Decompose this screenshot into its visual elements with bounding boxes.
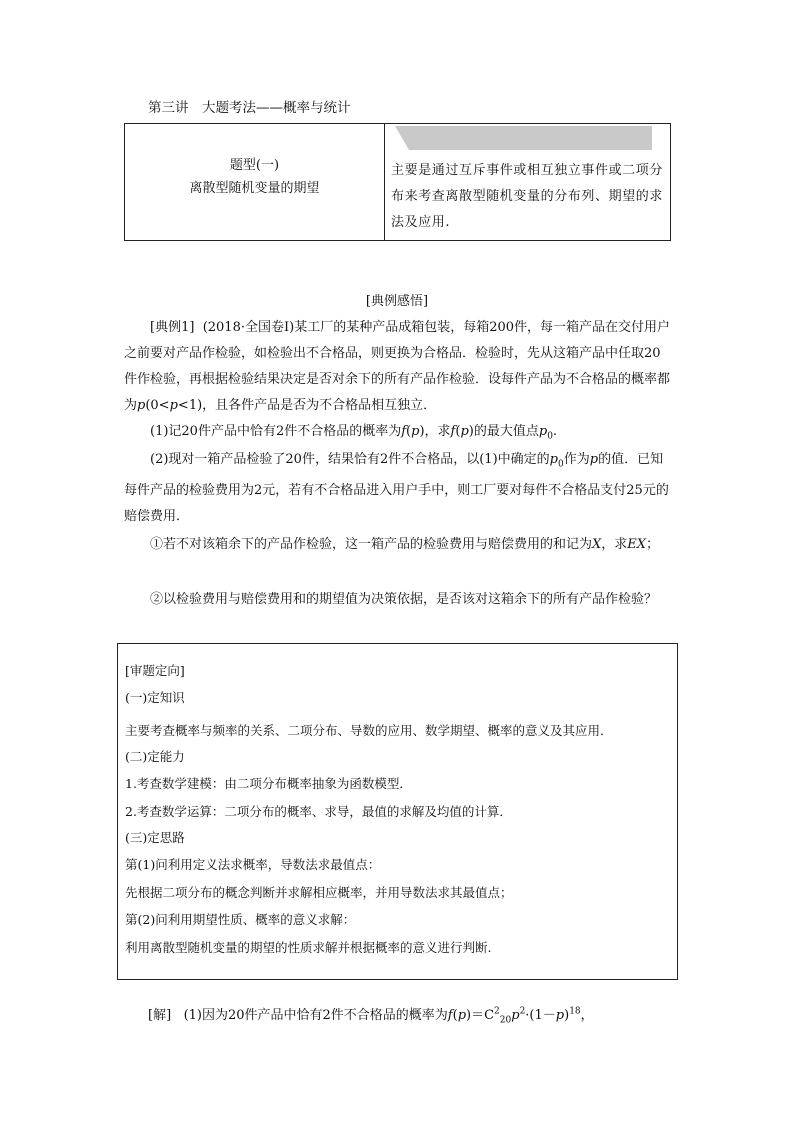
analysis-section-3-q2: 第(2)问利用期望性质、概率的意义求解： bbox=[125, 912, 356, 927]
topic-divider bbox=[384, 124, 385, 240]
analysis-section-2-item-1: 1.考查数学建模：由二项分布概率抽象为函数模型． bbox=[125, 776, 412, 791]
topic-box bbox=[124, 123, 671, 241]
lecture-title: 第三讲 大题考法——概率与统计 bbox=[148, 100, 351, 116]
analysis-section-1-text: 主要考查概率与频率的关系、二项分布、导数的应用、数学期望、概率的意义及其应用． bbox=[125, 723, 613, 738]
analysis-box bbox=[117, 643, 678, 980]
example-intro-text: 某工厂的某种产品成箱包装，每箱200件，每一箱产品在交付用户之前要对产品作检验，如检验出不合格品，则更换为合格品．检验时，先从这箱产品中任取20件作检验，再根据检验结果决定是否对余下的所有产品作检验．设每件产品为不合格品的概率都为 bbox=[124, 320, 671, 413]
analysis-section-3-title: (三)定思路 bbox=[125, 830, 185, 845]
example-intro: [典例1] (2018·全国卷Ⅰ)某工厂的某种产品成箱包装，每箱200件，每一箱产品在交付用户之前要对产品作检验，如检验出不合格品，则更换为合格品．检验时，先从这箱产品中任取20件作检验，再根据检验结果决定是否对余下的所有产品作检验．设每件产品为不合格品的概率都为p(0<p<1)，且各件产品是否为不合格品相互独立． bbox=[124, 320, 671, 413]
solution-text: (1)因为20件产品中恰有2件不合格品的概率为 bbox=[183, 1008, 448, 1023]
solution-line: [解] (1)因为20件产品中恰有2件不合格品的概率为$f(p)=C^2_{20}p^2\cdot(1-p)^{18}$， bbox=[148, 1006, 594, 1026]
example-source: (2018·全国卷Ⅰ) bbox=[202, 320, 295, 335]
analysis-section-3-q2-text: 利用离散型随机变量的期望的性质求解并根据概率的意义进行判断. bbox=[125, 940, 492, 955]
example-label: [典例1] bbox=[150, 320, 195, 335]
analysis-section-2-title: (二)定能力 bbox=[125, 749, 185, 764]
question-2-part-2: ②以检验费用与赔偿费用和的期望值为决策依据，是否该对这箱余下的所有产品作检验？ bbox=[150, 592, 658, 607]
question-1: (1)记20件产品中恰有2件不合格品的概率为f(p)，求f(p)的最大值点$p_0$. bbox=[150, 424, 558, 442]
decorative-gray-band bbox=[395, 126, 652, 150]
question-2-part-1: ①若不对该箱余下的产品作检验，这一箱产品的检验费用与赔偿费用的和记为X，求EX； bbox=[150, 537, 660, 552]
topic-type bbox=[125, 154, 384, 200]
analysis-heading: [审题定向] bbox=[125, 663, 185, 678]
analysis-section-2-item-2: 2.考查数学运算：二项分布的概率、求导，最值的求解及均值的计算． bbox=[125, 804, 512, 819]
topic-type-name: 离散型随机变量的期望 bbox=[189, 181, 320, 196]
analysis-section-3-q1-text: 先根据二项分布的概念判断并求解相应概率，并用导数法求其最值点； bbox=[125, 885, 513, 900]
solution-label: [解] bbox=[148, 1008, 172, 1023]
topic-type-label: 题型(一) bbox=[229, 158, 280, 173]
analysis-section-3-q1: 第(1)问利用定义法求概率，导数法求最值点： bbox=[125, 857, 381, 872]
question-2: (2)现对一箱产品检验了20件，结果恰有2件不合格品，以(1)中确定的$p_0$作为p的值．已知每件产品的检验费用为2元，若有不合格品进入用户手中，则工厂要对每件不合格品支付25元的赔偿费用． bbox=[124, 452, 669, 524]
topic-description: 主要是通过互斥事件或相互独立事件或二项分布来考查离散型随机变量的分布列、期望的求法及应用. bbox=[391, 163, 664, 230]
example-intro-tail: ，且各件产品是否为不合格品相互独立． bbox=[202, 398, 437, 413]
section-heading: [典例感悟] bbox=[365, 294, 429, 309]
analysis-section-1-title: (一)定知识 bbox=[125, 690, 185, 705]
